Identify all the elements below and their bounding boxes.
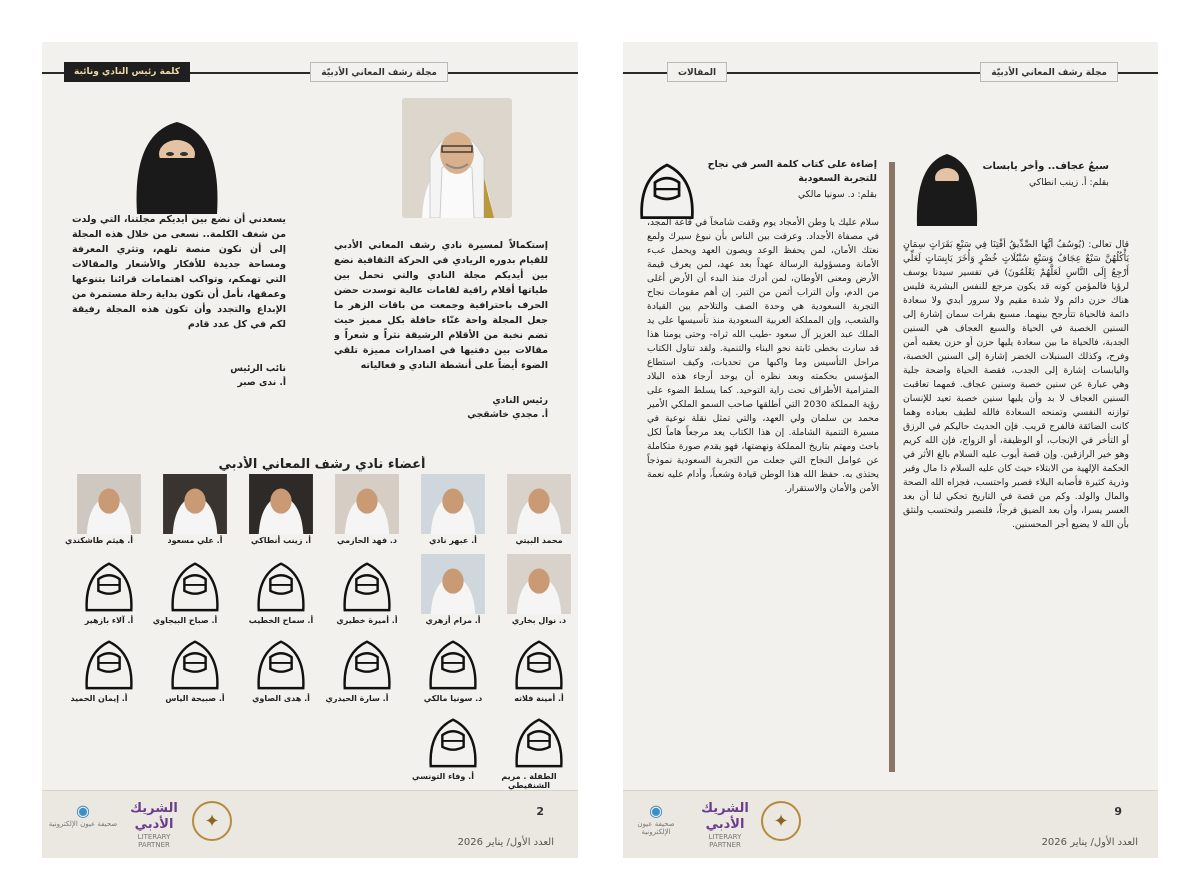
member-photo [334,474,400,534]
member-silhouette-icon [336,632,398,692]
issue-label: العدد الأول/ يناير 2026 [1041,837,1138,848]
article2-author-silhouette [633,152,701,224]
member-name: أ. سماح الخطيب [248,616,314,625]
member-name: أ. إيمان الحميد [70,694,128,703]
member-name: أ. أمينة فلاته [514,694,564,703]
page-number: 9 [1114,805,1122,818]
member-silhouette-icon [250,632,312,692]
member-name: أ. آلاء بازهير [84,616,134,625]
eye-icon: ◉ [649,801,663,820]
article1-body: قال تعالى: (يُوسُفُ أَيُّهَا الصِّدِّيقُ أَفْتِنَا فِي سَبْعِ بَقَرَاتٍ سِمَانٍ يَأْكُلُهُنَّ سَبْعٌ عِجَافٌ وَسَبْعِ سُنْبُلَاتٍ خُضْرٍ وَأُخَرَ يَابِسَاتٍ لَعَلِّي أَرْجِعُ إِلَى النَّاسِ لَعَلَّهُمْ يَعْلَمُونَ) في تفسير سيدنا يوسف لرؤيا فالمؤمن كونه قد يكون مرجع للنفس البشرية فليس هناك حزن دائم ولا شدة مقيم ولا سرور أبدي ولا سعادة دائمة فالحياة تتأرجح بينهما. مسبع بقرات سمان إشارة إلى السنين الخصبة في الحياة والسبع العجاف هي السنين الجدبة، فالحياة ما بين سعادة يليها حزن أو حزن يعقبه أمن وفرح، وكذلك السنبلات الخضر إشارة إلى السنين الخصبة، واليابسات إشارة إلى الجدب، فقصة الحياة واضحة جلية وهي عبارة عن سنين خصبة وسنين عجاف. فمهما تعاقبت السنين العجاف لا بد وأن يليها سنين خصبة تعيد للإنسان توازنه النفسي وتمنحه السعادة فالله لطيف بعباده وهما كانت الضائقة فالفرج قريب. فإن الحديث حاليكم في الرزق أو التأخر في الإنجاب، أو الوظيفة، أو الزواج، فإن الله كريم وهو خير الرازقين. وإن قصة أيوب عليه السلام بالغ الأثر في الحكمة الإلهية من الابتلاء حيث كان عليه السلام ذا مال وفير وذرية كثيرة فأصابه البلاء فصبر واحتسب، فجزاه الله الصحة والمال والولد. وكم من قصة في التاريخ تحكي لنا أن بعد العسر يسرا، وأن بعد الضيق فرجاً، فلنصبر ولنحتسب ولنثق بأن الله لا يضيع أجر المحسنين. [903,239,1129,530]
president-title: رئيس النادي [492,395,548,406]
magazine-page-right [623,42,1158,858]
member-silhouette-icon [422,632,484,692]
member-name: أ. زينب أنطاكي [251,536,311,545]
member-silhouette-icon [164,632,226,692]
member-name: د. سونيا مالكي [423,694,483,703]
vice-president-message: يسعدني أن نضع بين أيديكم مجلتنا، التي ولدت من شغف الكلمة.. نسعى من خلال هذه المجلة إلى أن نكون منصة تلهم، وتثري المعرفة ومساحة جديدة للأفكار والأشعار والمقالات التي تهمكم، وتواكب اهتمامات قرائنا بتنوعها وعمقها، نأمل أن تكون بداية رحلة مستمرة من الإبداع والتجدد وأن تكون هذه المجلة رفيقة لكم في كل عدد قادم [72,214,286,330]
column-divider [889,162,895,772]
president-message: إستكمالاً لمسيرة نادي رشف المعاني الأدبي للقيام بدوره الريادي في الحركة الثقافية نضع بين أيديكم مجلة النادي والتي تحمل بين طياتها أقلام راقية لقامات عالية توسدت حضن الحرف باحترافية وجمعت من باقات الزهر ما جعل المجلة واحة غنّاء حافلة بكل مميز حيث تضم نخبة من الأقلام الرشيقة نثراً و شعراً و مقالات بين دفتيها في اصدارات مميزة تلقي الضوء أيضاً على أنشطة النادي و فعالياته [334,240,548,371]
member-name: د. فهد الحازمي [336,536,398,545]
president-photo [402,98,512,218]
member-silhouette-icon [508,710,570,770]
member-name: أ. صباح البيجاوي [152,616,218,625]
member-silhouette-icon [422,710,484,770]
member-photo [248,474,314,534]
literary-partner-logo: الشريك الأدبي LITERARY PARTNER [130,801,178,849]
article2-body: سلام عليك يا وطن الأمجاد يوم وقفت شامخاً في قاعة المجد، في مصفاة الأجداد. وعرفت بين الناس بأن نبوغ سيرك ولمع نعتك الأمان، لمن يحفظ الوعد ويصون العهد ويحمل عبء الأمانة ومسؤولية الرسالة عهداً بعد عهد، لمن يعرف قيمة الأرض ومعنى الأوطان، لمن أدرك منذ البدء أن الأرض أغلى من الدم، وأن التراب أثمن من التبر. إن أهم مقومات نجاح التجربة السعودية هي وحدة الصف والتلاحم بين القيادة والشعب، وإن المملكة العربية السعودية منذ تأسيسها على يد الملك عبد العزيز آل سعود -طيب الله ثراه- وحتى يومنا هذا قد سارت بخطى ثابتة نحو البناء والتنمية. ولقد تناول الكتاب مراحل التأسيس وما واكبها من تحديات، وكيف استطاع المؤسس بحكمته وبعد نظره أن يوحد أرجاء هذه البلاد المترامية الأطراف تحت راية التوحيد. كما يسلط الضوء على رؤية المملكة 2030 التي أطلقها صاحب السمو الملكي الأمير محمد بن سلمان ولي العهد، والتي تمثل نقلة نوعية في مسيرة التنمية الشاملة. إن هذا الكتاب يعد مرجعاً هاماً لكل باحث ومهتم بتاريخ المملكة ونهضتها، فهو يقدم صورة متكاملة عن عوامل النجاح التي جعلت من التجربة السعودية نموذجاً يحتذى به. حفظ الله هذا الوطن قيادة وشعباً، وأدام عليه نعمة الأمن والأمان والاستقرار. [647,217,879,494]
member-name: أ. مرام أزهري [425,616,481,625]
member-photo [76,474,142,534]
article2-author: بقلم: د. سونيا مالكي [797,189,877,200]
member-name: أ. عبهر نادي [429,536,477,545]
members-section-title: أعضاء نادي رشف المعاني الأدبي [218,457,426,472]
member-silhouette-icon [508,632,570,692]
club-emblem-logo [182,801,242,849]
issue-label: العدد الأول/ يناير 2026 [457,837,554,848]
member-name: أ. صبيحة الياس [165,694,225,703]
member-name: الطفلة . مريم الشنقيطي [501,772,557,790]
member-silhouette-icon [78,554,140,614]
member-silhouette-icon [78,632,140,692]
magazine-page-left [42,42,578,858]
vice-president-name: أ. ندى صبر [237,377,286,388]
member-name: أ. هيثم طاشكندي [65,536,133,545]
article1-author: بقلم: أ. زينب انطاكي [1029,177,1109,188]
member-name: أ. أميرة خطيري [336,616,398,625]
member-name: د. نوال بخاري [511,616,567,625]
literary-partner-logo: الشريك الأدبي LITERARY PARTNER [701,801,749,849]
member-photo [506,554,572,614]
president-name: أ. مجدي خاشقجي [467,409,548,420]
member-photo [506,474,572,534]
vice-president-title: نائب الرئيس [230,363,286,374]
page-footer [42,790,578,858]
member-silhouette-icon [336,554,398,614]
member-photo [420,554,486,614]
page-footer [623,790,1158,858]
magazine-title-tag: مجلة رشف المعاني الأدبيّة [310,62,448,82]
section-title-tag: المقالات [667,62,727,82]
section-title-tag: كلمة رئيس النادي ونائبة [64,62,190,82]
magazine-title-tag: مجلة رشف المعاني الأدبيّة [980,62,1118,82]
member-name: أ. سارة الحيدري [325,694,389,703]
article1-title: سبعُ عجاف.. وأخر يابسات [982,161,1109,172]
member-name: أ. علي مسعود [167,536,223,545]
member-silhouette-icon [164,554,226,614]
eye-icon: ◉ [76,801,90,820]
vice-president-photo [122,94,232,214]
page-number: 2 [536,805,544,818]
member-silhouette-icon [250,554,312,614]
member-name: أ. وفاء التونسي [412,772,474,781]
oyoon-news-logo: ◉ صحيفة عيون الإلكترونية [48,801,118,828]
member-name: أ. هدى الصاوي [252,694,310,703]
article2-title: إضاءة على كتاب كلمة السر في نجاح للتجربة السعودية [707,159,877,184]
member-name: محمد البيتي [515,536,563,545]
member-photo [420,474,486,534]
oyoon-news-logo: ◉ صحيفة عيون الإلكترونية [623,801,689,849]
member-photo [162,474,228,534]
club-emblem-logo [751,801,811,849]
